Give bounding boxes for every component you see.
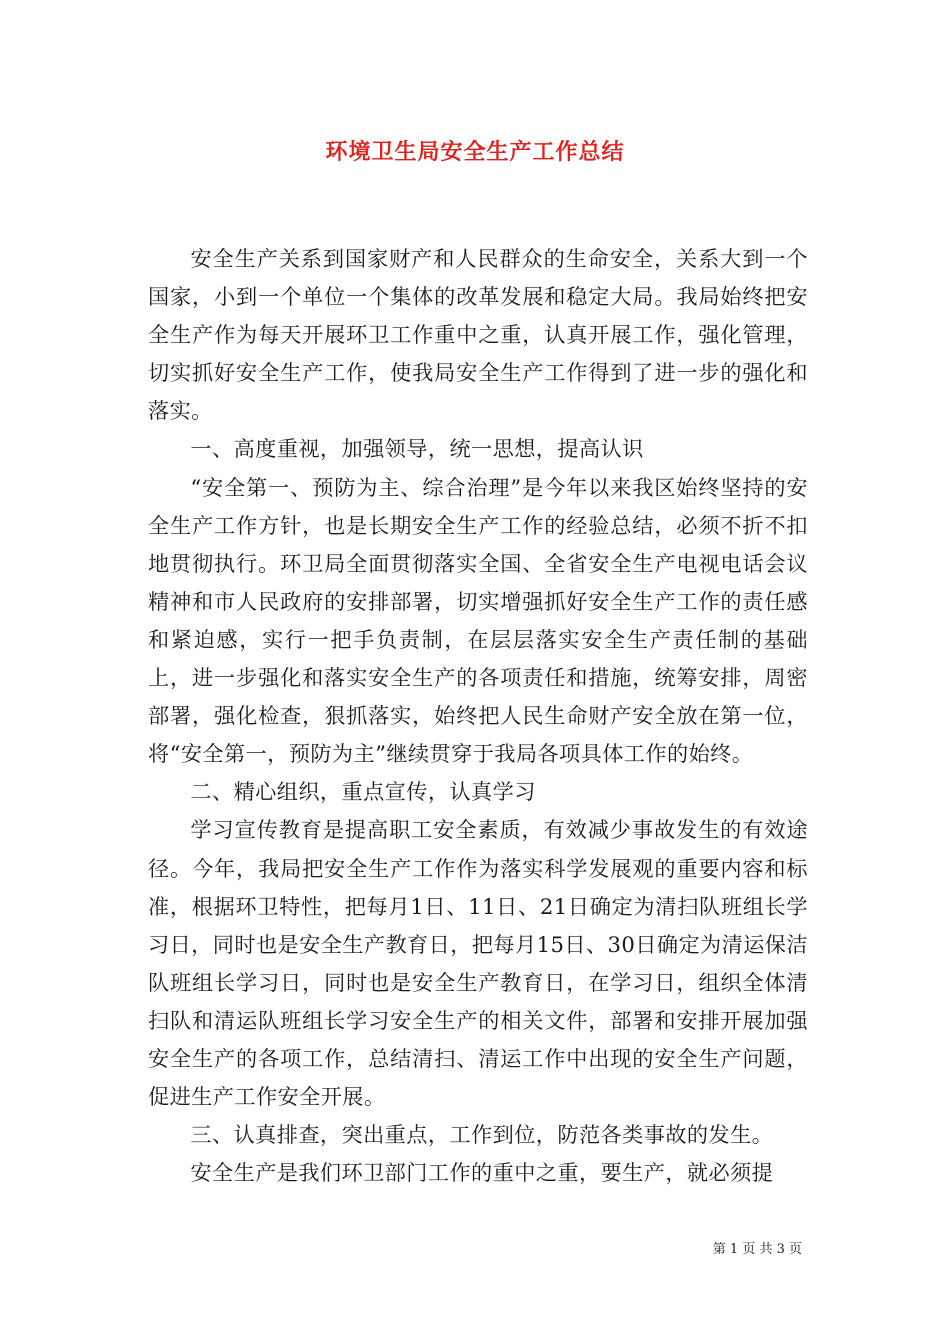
paragraph-section-3: 安全生产是我们环卫部门工作的重中之重，要生产，就必须提: [190, 1160, 774, 1186]
section-heading-2: 二、精心组织，重点宣传，认真学习: [190, 779, 536, 805]
document-body: [148, 240, 808, 1192]
paragraph-section-1: “安全第一、预防为主、综合治理”是今年以来我区始终坚持的安全生产工作方针，也是长期安全生产工作的经验总结，必须不折不扣地贯彻执行。环卫局全面贯彻落实全国、全省安全生产电视电话会议精神和市人民政府的安排部署，切实增强抓好安全生产工作的责任感和紧迫感，实行一把手负责制，在层层落实安全生产责任制的基础上，进一步强化和落实安全生产的各项责任和措施，统筹安排，周密部署，强化检查，狠抓落实，始终把人民生命财产安全放在第一位，将“安全第一，预防为主”继续贯穿于我局各项具体工作的始终。: [148, 474, 808, 767]
page-number: [713, 1240, 802, 1260]
paragraph-section-2: 学习宣传教育是提高职工安全素质，有效减少事故发生的有效途径。今年，我局把安全生产工作作为落实科学发展观的重要内容和标准，根据环卫特性，把每月1日、11日、21日确定为清扫队班组长学习日，同时也是安全生产教育日，把每月15日、30日确定为清运保洁队班组长学习日，同时也是安全生产教育日，在学习日，组织全体清扫队和清运队班组长学习安全生产的相关文件，部署和安排开展加强安全生产的各项工作，总结清扫、清运工作中出现的安全生产问题，促进生产工作安全开展。: [148, 817, 808, 1110]
page-number-label: 第 1 页 共 3 页: [712, 1242, 802, 1257]
section-heading-3: 三、认真排查，突出重点，工作到位，防范各类事故的发生。: [190, 1122, 774, 1148]
paragraph-intro: 安全生产关系到国家财产和人民群众的生命安全，关系大到一个国家，小到一个单位一个集体的改革发展和稳定大局。我局始终把安全生产作为每天开展环卫工作重中之重，认真开展工作，强化管理，切实抓好安全生产工作，使我局安全生产工作得到了进一步的强化和落实。: [148, 246, 808, 424]
section-heading-1: 一、高度重视，加强领导，统一思想，提高认识: [190, 436, 644, 462]
document-title: 环境卫生局安全生产工作总结: [325, 139, 625, 165]
